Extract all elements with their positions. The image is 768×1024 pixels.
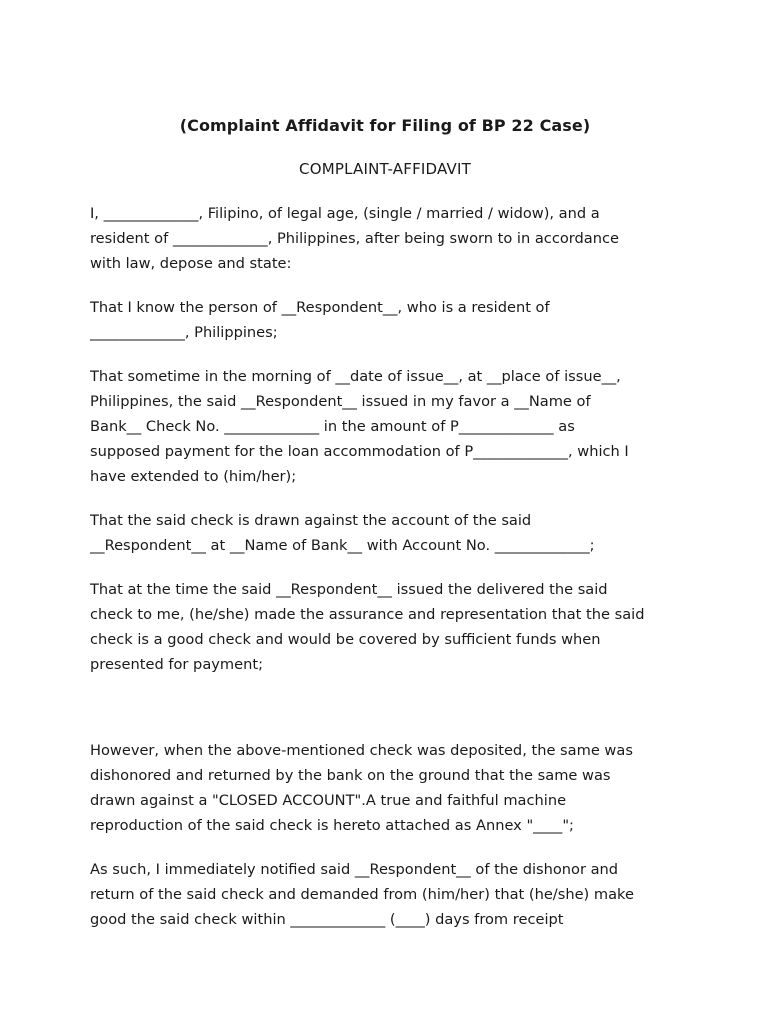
document-title: (Complaint Affidavit for Filing of BP 22 Case) (179, 116, 591, 135)
paragraph-dishonor (90, 738, 690, 838)
paragraph-line: presented for payment; (90, 656, 263, 673)
paragraph-check-issue (90, 364, 690, 489)
paragraph-line: have extended to (him/her); (90, 468, 297, 485)
paragraph-line: As such, I immediately notified said __Respondent__ of the dishonor and (90, 861, 619, 878)
paragraph-line: Philippines, the said __Respondent__ issued in my favor a __Name of (90, 393, 591, 410)
paragraph-line: good the said check within _____________ (____) days from receipt (90, 911, 564, 928)
paragraph-line: Bank__ Check No. _____________ in the amount of P_____________ as (90, 418, 575, 435)
paragraph-line: return of the said check and demanded from (him/her) that (he/she) make (90, 886, 634, 903)
paragraph-respondent (90, 295, 690, 345)
paragraph-line: That I know the person of __Respondent__, who is a resident of (90, 299, 550, 316)
paragraph-line: with law, depose and state: (90, 255, 292, 272)
paragraph-assurance (90, 577, 690, 677)
paragraph-line: That the said check is drawn against the account of the said (90, 512, 532, 529)
paragraph-line: That at the time the said __Respondent__ issued the delivered the said (90, 581, 608, 598)
document-subtitle: COMPLAINT-AFFIDAVIT (299, 160, 471, 178)
paragraph-identity (90, 201, 690, 276)
paragraph-line: _____________, Philippines; (90, 324, 278, 341)
paragraph-line: drawn against a "CLOSED ACCOUNT".A true and faithful machine (90, 792, 567, 809)
paragraph-line: dishonored and returned by the bank on the ground that the same was (90, 767, 611, 784)
paragraph-line: However, when the above-mentioned check was deposited, the same was (90, 742, 633, 759)
paragraph-demand (90, 857, 690, 932)
paragraph-line: That sometime in the morning of __date of issue__, at __place of issue__, (90, 368, 621, 385)
paragraph-line: supposed payment for the loan accommodation of P_____________, which I (90, 443, 629, 460)
paragraph-line: __Respondent__ at __Name of Bank__ with Account No. _____________; (90, 537, 595, 554)
paragraph-line: check is a good check and would be covered by sufficient funds when (90, 631, 601, 648)
paragraph-line: resident of _____________, Philippines, after being sworn to in accordance (90, 230, 619, 247)
paragraph-line: I, _____________, Filipino, of legal age, (single / married / widow), and a (90, 205, 600, 222)
paragraph-account (90, 508, 690, 558)
paragraph-line: reproduction of the said check is hereto attached as Annex "____"; (90, 817, 574, 834)
paragraph-line: check to me, (he/she) made the assurance and representation that the said (90, 606, 645, 623)
